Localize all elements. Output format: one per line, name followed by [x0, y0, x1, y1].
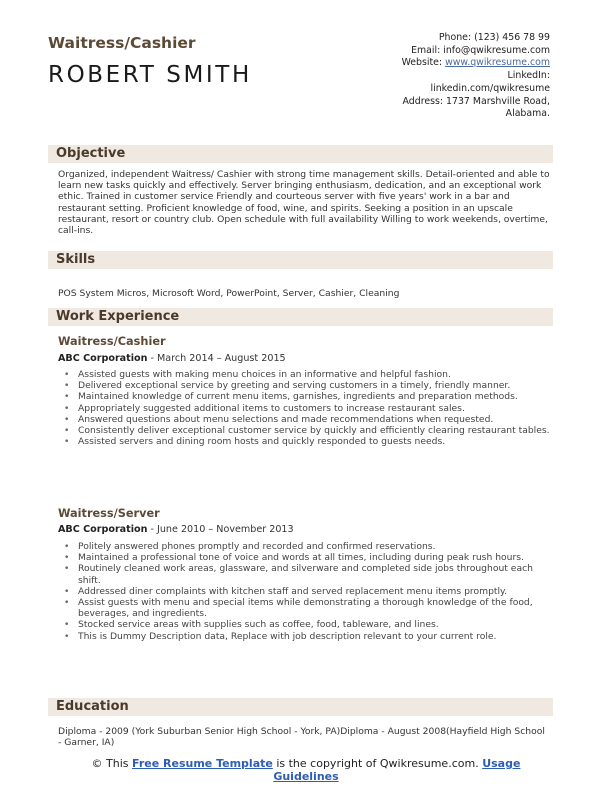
list-item: • Consistently deliver exceptional customer service by quickly and efficiently clearing restaurant tables. [64, 425, 550, 436]
contact-phone: Phone: (123) 456 78 99 [438, 32, 550, 43]
free-resume-template-link[interactable]: Free Resume Template [132, 757, 273, 770]
contact-linkedin-label: LinkedIn: [507, 70, 550, 82]
skills-section-header [48, 251, 553, 269]
contact-website [290, 57, 550, 70]
skills-text: POS System Micros, Microsoft Word, PowerPoint, Server, Cashier, Cleaning [58, 288, 400, 299]
contact-block [290, 32, 550, 121]
job-bullets [64, 541, 550, 642]
experience-section-header [48, 308, 553, 326]
experience-title: Work Experience [56, 309, 180, 324]
company-name: ABC Corporation [58, 524, 148, 535]
contact-address-line1: Address: 1737 Marshville Road, [402, 95, 550, 107]
job-title: Waitress/Cashier [48, 34, 196, 52]
list-item: • Assist guests with menu and special items while demonstrating a thorough knowledge of the food, beverages, and ingredients. [64, 597, 550, 619]
job-employer [58, 353, 286, 364]
skills-title: Skills [56, 252, 96, 267]
list-item: • Maintained a professional tone of voice and words at all times, including during peak rush hours. [64, 552, 550, 563]
contact-linkedin-value: linkedin.com/qwikresume [430, 82, 550, 94]
website-label: Website: [401, 57, 446, 69]
job-role: Waitress/Cashier [58, 335, 166, 348]
objective-text: Organized, independent Waitress/ Cashier with strong time management skills. Detail-oriented and able to learn new tasks quickly and effectively. Server bringing enthusiasm, dedication, and an exceptional work ethic. Trained in customer service Friendly and courteous server with five years' work in a bar and restaurant setting. Proficient knowledge of food, wine, and spirits. Seeking a position in an upscale restaurant, resort or country club. Open schedule with full availability Willing to work weekends, overtime, call-ins. [58, 169, 550, 237]
list-item: • Answered questions about menu selections and made recommendations when requested. [64, 414, 550, 425]
list-item: • Addressed diner complaints with kitchen staff and served replacement menu items promptly. [64, 586, 550, 597]
education-section-header [48, 698, 553, 716]
job-employer [58, 524, 294, 535]
list-item: • This is Dummy Description data, Replace with job description relevant to your current role. [64, 631, 550, 642]
list-item: • Delivered exceptional service by greeting and serving customers in a timely, friendly manner. [64, 380, 550, 391]
objective-title: Objective [56, 146, 126, 161]
job-bullets [64, 369, 550, 447]
job-role: Waitress/Server [58, 507, 160, 520]
copyright-footer [60, 757, 552, 783]
candidate-name: ROBERT SMITH [48, 62, 252, 88]
list-item: • Assisted servers and dining room hosts and quickly responded to guests needs. [64, 436, 550, 447]
list-item: • Assisted guests with making menu choices in an informative and helpful fashion. [64, 369, 550, 380]
list-item: • Politely answered phones promptly and recorded and confirmed reservations. [64, 541, 550, 552]
contact-address-line2: Alabama. [505, 108, 550, 120]
education-text: Diploma - 2009 (York Suburban Senior High School - York, PA)Diploma - August 2008(Hayfield High School - Garner, IA) [58, 726, 545, 749]
contact-email: Email: info@qwikresume.com [411, 44, 550, 56]
footer-middle: is the copyright of Qwikresume.com. [272, 757, 483, 770]
footer-prefix: © This [91, 757, 133, 770]
list-item: • Routinely cleaned work areas, glassware, and silverware and completed side jobs throughout each shift. [64, 563, 550, 585]
list-item: • Maintained knowledge of current menu items, garnishes, ingredients and preparation methods. [64, 391, 550, 402]
list-item: • Appropriately suggested additional items to customers to increase restaurant sales. [64, 403, 550, 414]
job-dates: - March 2014 – August 2015 [147, 353, 286, 364]
education-title: Education [56, 699, 129, 714]
company-name: ABC Corporation [58, 353, 148, 364]
job-dates: - June 2010 – November 2013 [147, 524, 294, 535]
list-item: • Stocked service areas with supplies such as coffee, food, tableware, and lines. [64, 619, 550, 630]
website-link[interactable]: www.qwikresume.com [445, 57, 550, 69]
usage-guidelines-link[interactable]: Usage Guidelines [273, 757, 521, 783]
objective-section-header [48, 145, 553, 163]
